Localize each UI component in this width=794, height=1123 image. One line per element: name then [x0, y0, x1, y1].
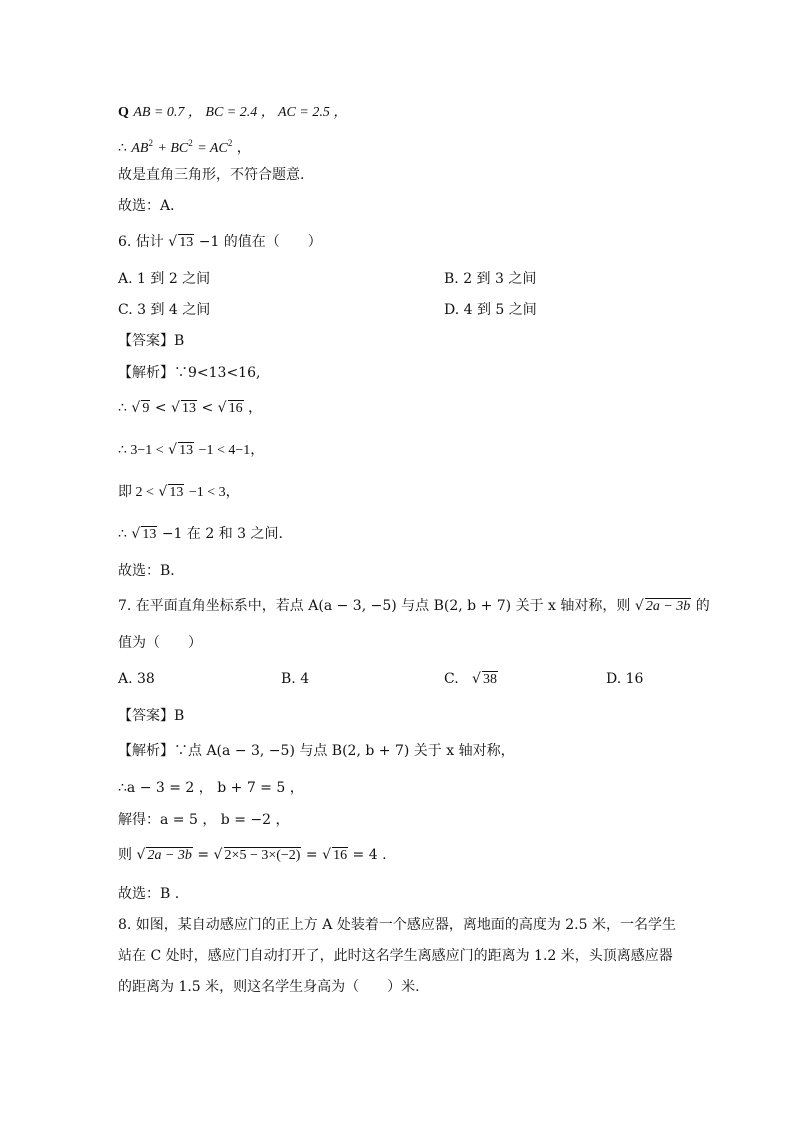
q7-option-d: D. 16 [606, 671, 644, 687]
q6-analysis-head: 【解析】∵9<13<16, [118, 365, 261, 381]
q7-choice: 故选：B . [118, 886, 180, 902]
q7-stem-line-2: 值为（ ） [118, 635, 202, 651]
q6-stem: 6. 估计 √ 13 −1 的值在（ ） [118, 232, 322, 253]
prev-solution-choice: 故选：A． [118, 198, 185, 214]
q7-analysis: 【解析】∵点 A(a − 3, −5) 与点 B(2, b + 7) 关于 x 轴对称， [118, 743, 515, 759]
q6-step-1: ∴ √ 9 < √ 13 < √ 16 ， [118, 398, 262, 419]
q6-option-a: A. 1 到 2 之间 [118, 271, 211, 287]
q8-stem-line-3: 的距离为 1.5 米，则这名学生身高为（ ）米. [118, 979, 420, 995]
prev-solution-line-1: Q AB = 0.7 ， BC = 2.4 ， AC = 2.5 ， [118, 105, 348, 120]
q7-option-c: C. √ 38 [444, 669, 498, 690]
q7-option-a: A. 38 [118, 671, 155, 687]
q7-step-3: 则 √ 2a − 3b = √ 2×5 − 3×(−2) = √ 16 = 4 . [118, 845, 387, 866]
q6-option-d: D. 4 到 5 之间 [444, 302, 537, 318]
q6-sqrt: √ 13 [168, 233, 194, 253]
q8-stem-line-2: 站在 C 处时，感应门自动打开了，此时这名学生离感应门的距离为 1.2 米，头顶离感应器 [118, 948, 673, 964]
q6-step-4: ∴ √ 13 −1 在 2 和 3 之间. [118, 524, 283, 545]
q6-choice: 故选：B． [118, 563, 185, 579]
q6-step-2: ∴ 3−1 < √ 13 −1 < 4−1， [118, 440, 264, 461]
q6-step-3: 即 2 < √ 13 −1 < 3， [118, 482, 240, 503]
prev-solution-line-3: 故是直角三角形，不符合题意. [118, 167, 305, 183]
q7-step-2: 解得：a = 5 ， b = −2 ， [118, 812, 290, 828]
q7-stem-line-1: 7. 在平面直角坐标系中，若点 A(a − 3, −5) 与点 B(2, b + 7) 关于 x 轴对称，则 √ 2a − 3b 的 [118, 596, 710, 617]
q7-step-1: ∴a − 3 = 2 ， b + 7 = 5 ， [118, 780, 304, 796]
q8-stem-line-1: 8. 如图，某自动感应门的正上方 A 处装着一个感应器，离地面的高度为 2.5 米，一名学生 [118, 917, 676, 933]
q6-option-c: C. 3 到 4 之间 [118, 302, 211, 318]
q6-option-b: B. 2 到 3 之间 [444, 271, 537, 287]
prev-solution-line-2: ∴ $AB^2 + BC^2 = AC^2$ ， [118, 138, 251, 156]
q7-answer: 【答案】B [118, 708, 185, 724]
q6-answer: 【答案】B [118, 333, 185, 349]
q7-option-b: B. 4 [281, 671, 310, 687]
